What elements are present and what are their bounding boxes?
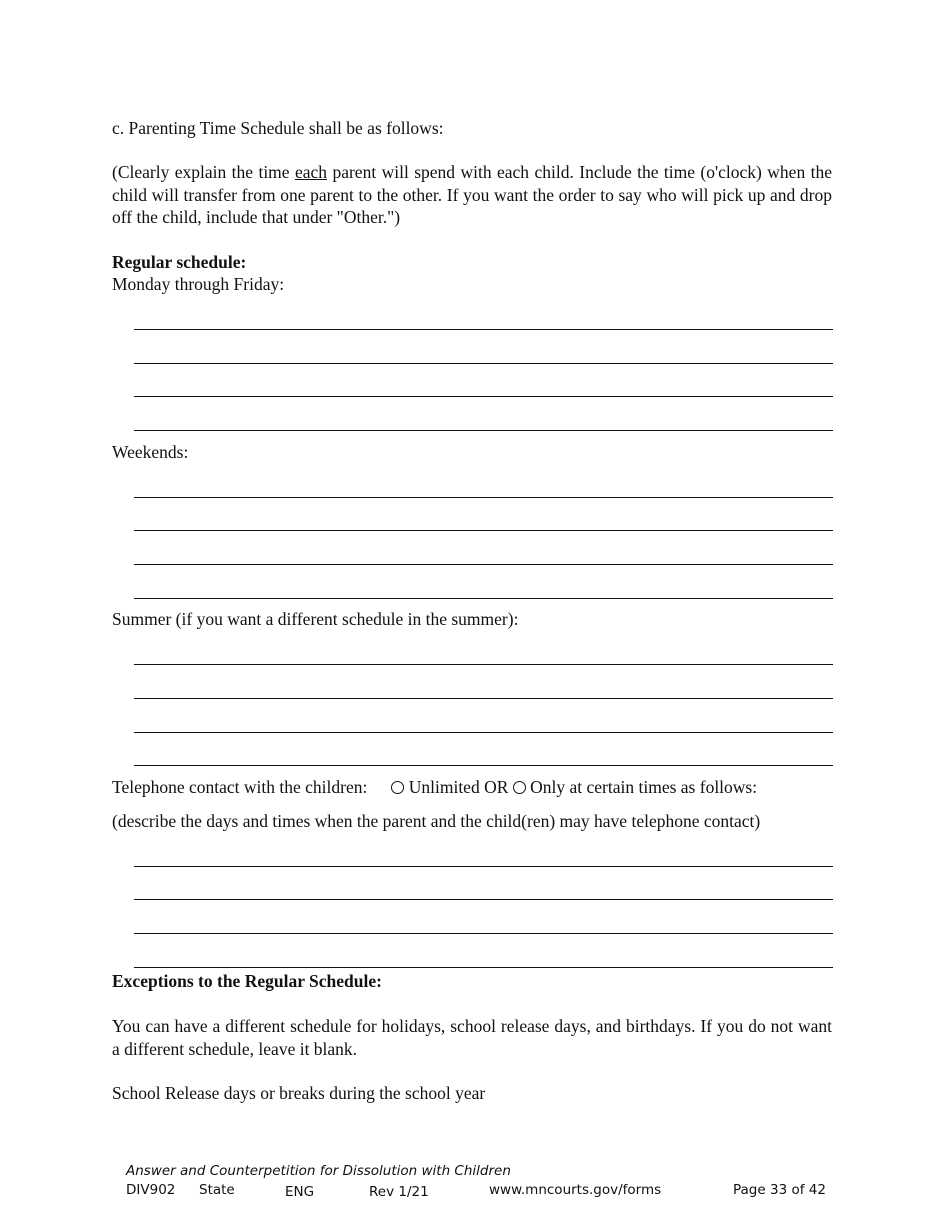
weekends-line-4[interactable] [134, 598, 833, 599]
footer-form-code: DIV902 [126, 1182, 176, 1198]
footer-revision: Rev 1/21 [369, 1184, 429, 1200]
radio-unlimited-icon[interactable] [391, 781, 404, 794]
summer-label: Summer (if you want a different schedule in the summer): [112, 609, 519, 629]
instructions-part2: parent will spend with each child. Include the time (o'clock) when the child will transfer from one parent to the other. If you want the order to say who will pick up and drop off the child, include that under "Other.") [112, 162, 832, 227]
weekends-line-1[interactable] [134, 497, 833, 498]
telephone-description: (describe the days and times when the parent and the child(ren) may have telephone contact) [112, 811, 761, 831]
summer-line-2[interactable] [134, 698, 833, 699]
weekdays-line-3[interactable] [134, 396, 833, 397]
school-release-label: School Release days or breaks during the school year [112, 1083, 486, 1103]
weekends-line-3[interactable] [134, 564, 833, 565]
telephone-line-2[interactable] [134, 899, 833, 900]
radio-certain-times-icon[interactable] [513, 781, 526, 794]
instructions-part1: (Clearly explain the time [112, 162, 295, 182]
telephone-row [112, 776, 757, 799]
regular-schedule-title: Regular schedule: [112, 252, 247, 272]
footer-form-title: Answer and Counterpetition for Dissolution with Children [126, 1163, 511, 1179]
exceptions-description: You can have a different schedule for holidays, school release days, and birthdays. If you do not want a different schedule, leave it blank. [112, 1016, 832, 1059]
exceptions-title: Exceptions to the Regular Schedule: [112, 971, 382, 991]
telephone-line-1[interactable] [134, 866, 833, 867]
section-heading: c. Parenting Time Schedule shall be as follows: [112, 118, 444, 138]
option-certain-times-label: Only at certain times as follows: [530, 777, 758, 797]
weekdays-line-1[interactable] [134, 329, 833, 330]
weekends-line-2[interactable] [134, 530, 833, 531]
footer-page-number: Page 33 of 42 [733, 1182, 826, 1198]
weekends-label: Weekends: [112, 442, 189, 462]
footer-jurisdiction: State [199, 1182, 235, 1198]
summer-line-1[interactable] [134, 664, 833, 665]
summer-line-4[interactable] [134, 765, 833, 766]
weekdays-line-2[interactable] [134, 363, 833, 364]
instructions-underlined: each [294, 162, 328, 182]
footer-website[interactable]: www.mncourts.gov/forms [489, 1182, 662, 1198]
section-instructions [112, 161, 832, 229]
option-unlimited-label: Unlimited OR [408, 777, 509, 797]
weekdays-label: Monday through Friday: [112, 274, 285, 294]
telephone-line-4[interactable] [134, 967, 833, 968]
summer-line-3[interactable] [134, 732, 833, 733]
weekdays-line-4[interactable] [134, 430, 833, 431]
telephone-label: Telephone contact with the children: [112, 777, 368, 797]
telephone-line-3[interactable] [134, 933, 833, 934]
footer-language: ENG [285, 1184, 315, 1200]
